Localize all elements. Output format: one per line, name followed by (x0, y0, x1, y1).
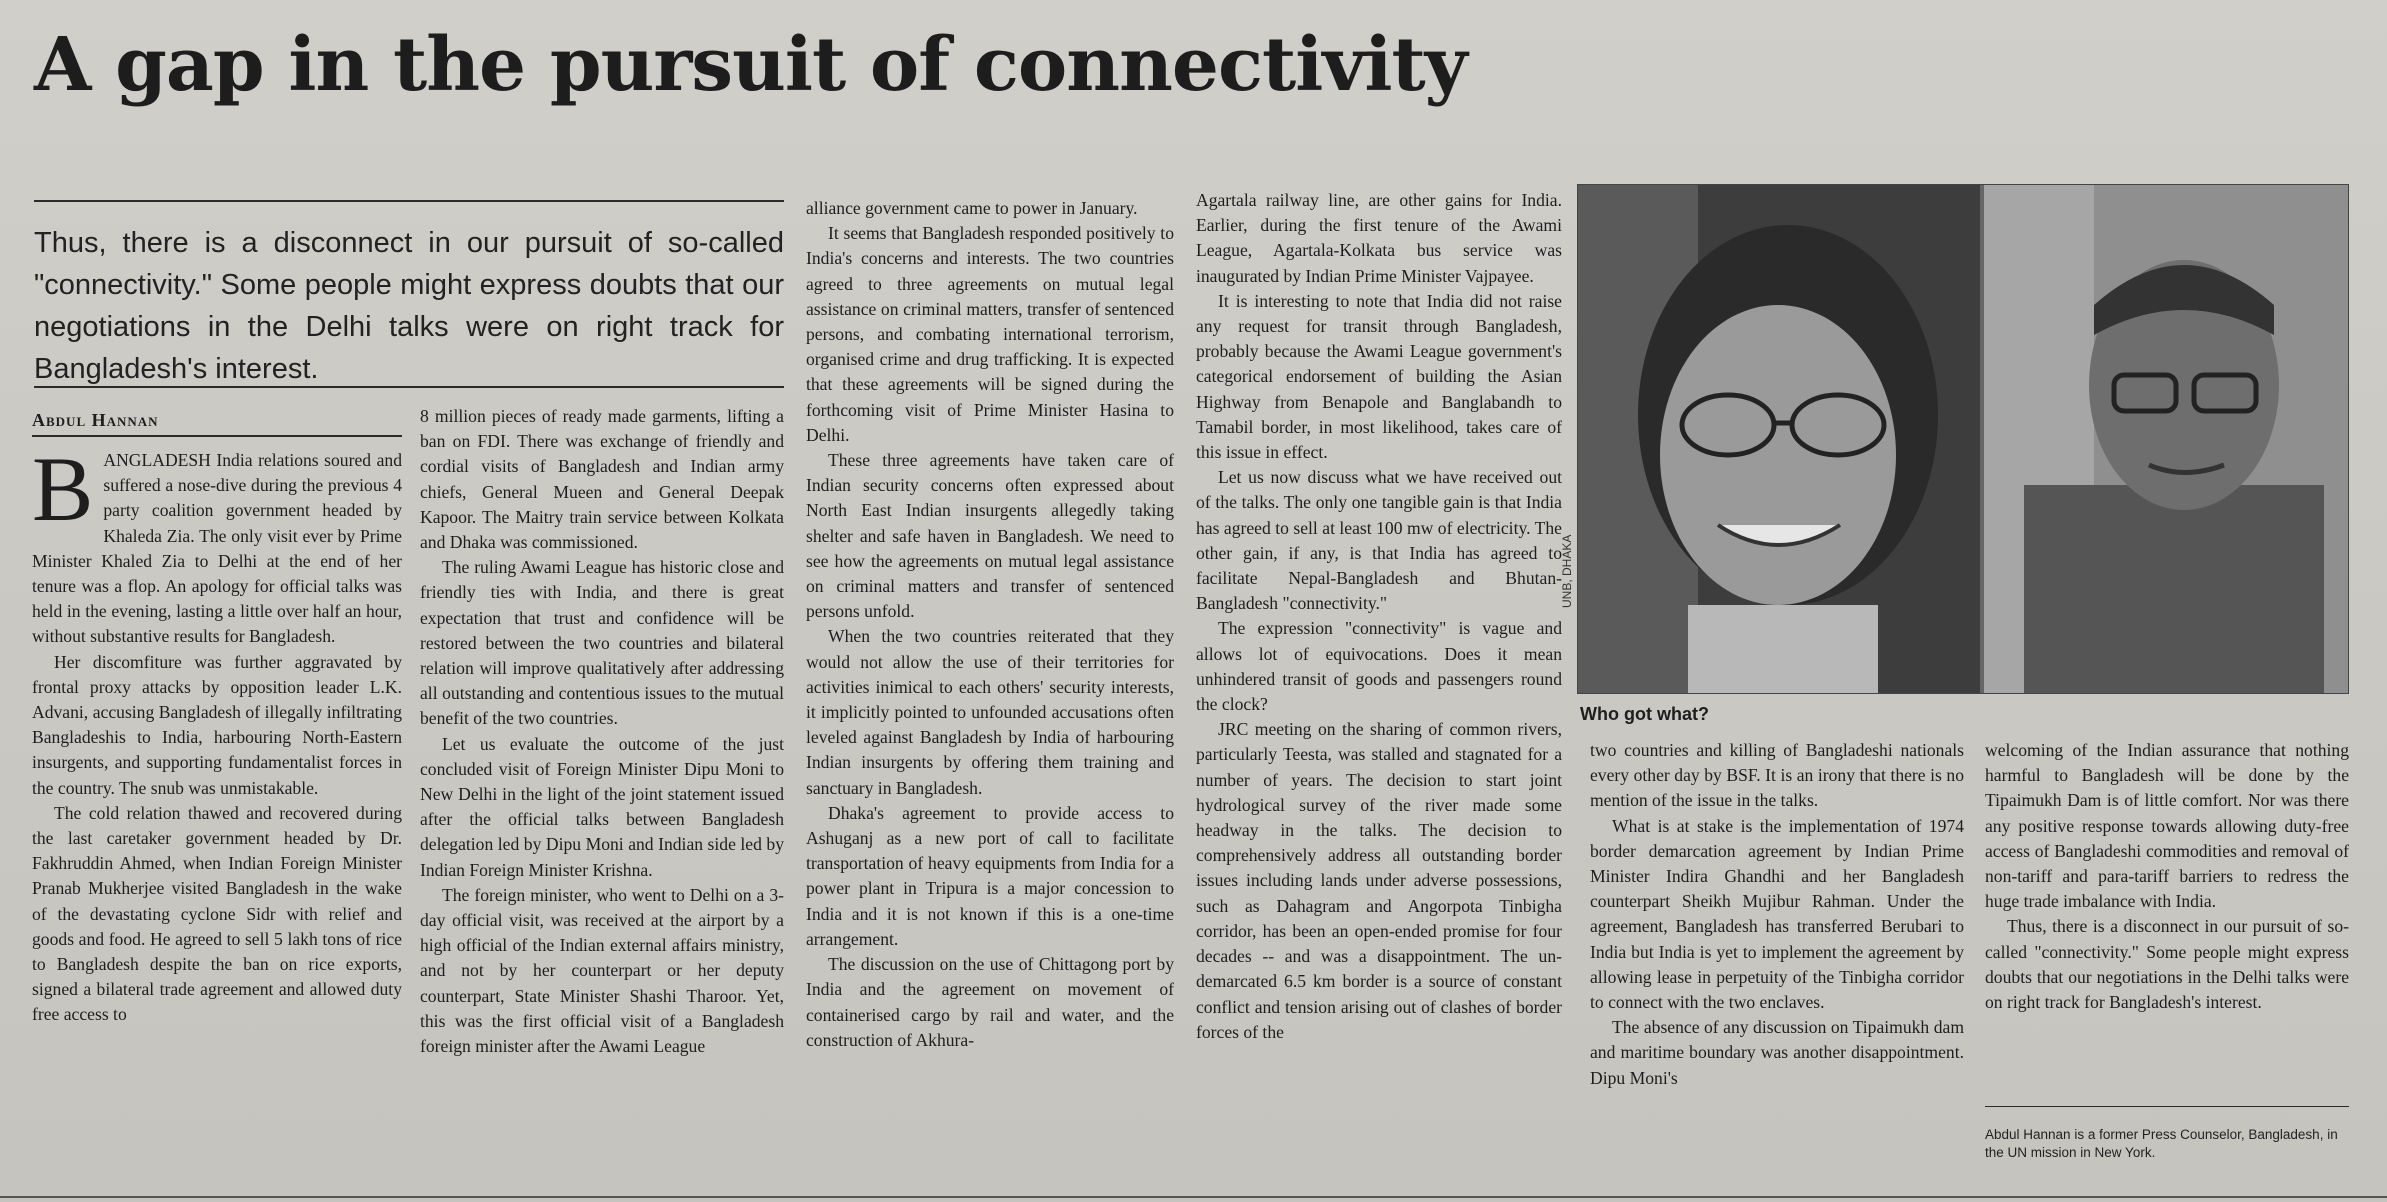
photo-caption: Who got what? (1580, 704, 1709, 724)
article-column-4 (1196, 188, 1562, 1045)
article-paragraph: JRC meeting on the sharing of common rivers, particularly Teesta, was stalled and stagnated for a number of years. The decision to start joint hydrological survey of the river made some headway in the talks. The decision to comprehensively address all outstanding border issues including lands under adverse possessions, such as Dahagram and Angorpota Tinbigha corridor, has been an open-ended promise for four decades -- and was a disappointment. The un-demarcated 6.5 km border is a source of constant conflict and tension arising out of clashes of border forces of the (1196, 719, 1562, 1042)
photo-woman-portrait (1578, 185, 1980, 693)
article-paragraph: It is interesting to note that India did not raise any request for transit through Bangladesh, probably because the Awami League government's categorical endorsement of building the Asian Highway from Benapole and Banglabandh to Tamabil border, in most likelihood, takes care of this issue in effect. (1196, 290, 1562, 463)
article-paragraph: The cold relation thawed and recovered during the last caretaker government headed by Dr. Fakhruddin Ahmed, when Indian Foreign Minister Pranab Mukherjee visited Bangladesh in the wake of the devastating cyclone Sidr with relief and goods and food. He agreed to sell 5 lakh tons of rice to Bangladesh despite the ban on rice exports, signed a bilateral trade agreement and allowed duty free access to (32, 802, 402, 1025)
article-paragraph: 8 million pieces of ready made garments, lifting a ban on FDI. There was exchange of friendly and cordial visits of Bangladesh and Indian army chiefs, General Mueen and General Deepak Kapoor. The Maitry train service between Kolkata and Dhaka was commissioned. (420, 406, 784, 553)
article-paragraph: The expression "connectivity" is vague and allows lot of equivocations. Does it mean unhindered transit of goods and passengers round the clock? (1196, 618, 1562, 715)
article-column-2 (420, 404, 784, 1059)
article-paragraph: It seems that Bangladesh responded positively to India's concerns and interests. The two countries agreed to three agreements on mutual legal assistance on criminal matters, transfer of sentenced persons, and combating international terrorism, organised crime and drug trafficking. It is expected that these agreements will be signed during the forthcoming visit of Prime Minister Hasina to Delhi. (806, 223, 1174, 445)
article-column-3 (806, 196, 1174, 1053)
article-paragraph: These three agreements have taken care of Indian security concerns often expressed about North East Indian insurgents allegedly taking shelter and safe haven in Bangladesh. We need to see how the agreements on mutual legal assistance on criminal matters and transfer of sentenced persons unfold. (806, 450, 1174, 622)
author-note: Abdul Hannan is a former Press Counselor, Bangladesh, in the UN mission in New York. (1985, 1127, 2338, 1160)
pull-quote-bottom-rule (34, 386, 784, 388)
article-paragraph: Let us now discuss what we have received out of the talks. The only one tangible gain is that India has agreed to sell at least 100 mw of electricity. The other gain, if any, is that India has agreed to facilitate Nepal-Bangladesh and Bhutan-Bangladesh "connectivity." (1196, 467, 1562, 614)
article-paragraph: The foreign minister, who went to Delhi on a 3-day official visit, was received at the airport by a high official of the Indian external affairs ministry, and not by her counterpart or her deputy counterpart, State Minister Shashi Tharoor. Yet, this was the first official visit of a Bangladesh foreign minister after the Awami League (420, 884, 784, 1057)
lead-text: ANGLADESH India relations soured and suffered a nose-dive during the previous 4 party coalition government headed by Khaleda Zia. The only visit ever by Prime Minister Khaled Zia to Delhi at the end of her tenure was a flop. An apology for official talks was held in the evening, lasting a little over half an hour, without substantive results for Bangladesh. (32, 450, 402, 647)
byline: Abdul Hannan (32, 410, 402, 437)
article-paragraph: alliance government came to power in January. (806, 198, 1138, 218)
article-column-6 (1985, 738, 2349, 1015)
headline: A gap in the pursuit of connectivity (34, 22, 1467, 108)
article-column-1 (32, 438, 402, 1028)
article-paragraph (32, 438, 402, 650)
article-paragraph: Dhaka's agreement to provide access to Ashuganj as a new port of call to facilitate transportation of heavy equipments from India for a power plant in Tripura is a major concession to India and it is not known if this is a one-time arrangement. (806, 802, 1174, 949)
article-paragraph: two countries and killing of Bangladeshi nationals every other day by BSF. It is an irony that there is no mention of the issue in the talks. (1590, 740, 1964, 811)
article-paragraph: Let us evaluate the outcome of the just concluded visit of Foreign Minister Dipu Moni to New Delhi in the light of the joint statement issued after the official talks between Bangladesh delegation led by Dipu Moni and Indian side led by Indian Foreign Minister Krishna. (420, 733, 784, 880)
article-paragraph: The absence of any discussion on Tipaimukh dam and maritime boundary was another disappointment. Dipu Moni's (1590, 1017, 1964, 1088)
article-paragraph: What is at stake is the implementation of 1974 border demarcation agreement by Indian Prime Minister Indira Ghandhi and her Bangladesh counterpart Sheikh Mujibur Rahman. Under the agreement, Bangladesh has transferred Berubari to India but India is yet to implement the agreement by allowing lease in perpetuity of the Tinbigha corridor to connect with the two enclaves. (1590, 815, 1964, 1013)
article-paragraph: When the two countries reiterated that they would not allow the use of their territories for activities inimical to each others' security interests, it implicitly pointed to unfounded accusations often leveled against Bangladesh by India of harbouring Indian insurgents by offering them training and sanctuary in Bangladesh. (806, 626, 1174, 798)
article-paragraph: welcoming of the Indian assurance that nothing harmful to Bangladesh will be done by the Tipaimukh Dam is of little comfort. Nor was there any positive response towards allowing duty-free access of Bangladeshi commodities and removal of non-tariff and para-tariff barriers to redress the huge trade imbalance with India. (1985, 740, 2349, 912)
page-bottom-rule (0, 1196, 2387, 1198)
article-paragraph: Agartala railway line, are other gains for India. Earlier, during the first tenure of the Awami League, Agartala-Kolkata bus service was inaugurated by Indian Prime Minister Vajpayee. (1196, 190, 1562, 286)
article-column-5 (1590, 738, 1964, 1091)
pull-quote-top-rule (34, 200, 784, 202)
article-paragraph: The discussion on the use of Chittagong port by India and the agreement on movement of containerised cargo by rail and water, and the construction of Akhura- (806, 954, 1174, 1050)
pull-quote: Thus, there is a disconnect in our pursuit of so-called "connectivity." Some people might express doubts that our negotiations in the Delhi talks were on right track for Bangladesh's interest. (34, 227, 784, 385)
drop-cap: B (32, 438, 94, 540)
photo-credit: UNB, DHAKA (1560, 534, 1574, 608)
author-note-rule (1985, 1106, 2349, 1107)
photo-panel (1577, 184, 2349, 694)
photo-man-portrait (1984, 185, 2348, 693)
article-paragraph: The ruling Awami League has historic close and friendly ties with India, and there is great expectation that trust and confidence will be restored between the two countries and bilateral relation will improve qualitatively after addressing all outstanding and contentious issues to the mutual benefit of the two countries. (420, 557, 784, 729)
article-paragraph: Thus, there is a disconnect in our pursuit of so-called "connectivity." Some people might express doubts that our negotiations in the Delhi talks were on right track for Bangladesh's interest. (1985, 916, 2349, 1013)
article-paragraph: Her discomfiture was further aggravated by frontal proxy attacks by opposition leader L.K. Advani, accusing Bangladesh of illegally infiltrating Bangladeshis to India, harbouring North-Eastern insurgents, and supporting fundamentalist forces in the country. The snub was unmistakable. (32, 651, 402, 798)
